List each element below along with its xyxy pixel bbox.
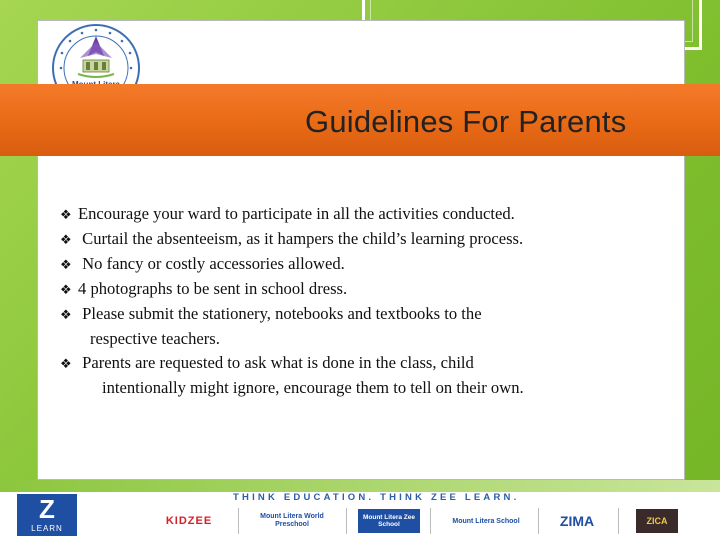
brand-label: ZICA bbox=[646, 516, 668, 526]
list-item bbox=[60, 277, 675, 302]
brand-logo-zima bbox=[546, 507, 608, 535]
brand-label: Mount Litera Zee School bbox=[362, 514, 415, 528]
diamond-bullet-icon: ❖ bbox=[60, 207, 72, 222]
footer-divider bbox=[618, 508, 619, 534]
footer-divider bbox=[346, 508, 347, 534]
guideline-text: Parents are requested to ask what is done in the class, child bbox=[82, 353, 474, 372]
brand-logo-kidzee bbox=[148, 507, 230, 535]
guideline-text: Encourage your ward to participate in all the activities conducted. bbox=[78, 204, 515, 223]
brand-logo-mount-litera-school bbox=[440, 507, 532, 535]
guideline-text: Please submit the stationery, notebooks and textbooks to the bbox=[82, 304, 482, 323]
list-item bbox=[60, 227, 675, 252]
list-item bbox=[60, 302, 675, 327]
guideline-continuation: intentionally might ignore, encourage them to tell on their own. bbox=[102, 378, 524, 397]
diamond-bullet-icon: ❖ bbox=[60, 356, 72, 371]
brand-logo-zica bbox=[636, 509, 678, 533]
diamond-bullet-icon: ❖ bbox=[60, 307, 72, 322]
zee-logo-word: LEARN bbox=[31, 524, 63, 533]
list-item-continuation bbox=[60, 327, 675, 351]
guideline-text: 4 photographs to be sent in school dress. bbox=[78, 279, 348, 298]
list-item bbox=[60, 202, 675, 227]
page-title: Guidelines For Parents bbox=[305, 104, 627, 139]
brand-logo-mount-litera-zee-school bbox=[358, 509, 420, 533]
guideline-text: No fancy or costly accessories allowed. bbox=[82, 254, 345, 273]
diamond-bullet-icon: ❖ bbox=[60, 282, 72, 297]
brand-label: ZIMA bbox=[559, 513, 595, 529]
footer-divider bbox=[430, 508, 431, 534]
diamond-bullet-icon: ❖ bbox=[60, 232, 72, 247]
guideline-text: Curtail the absenteeism, as it hampers the child’s learning process. bbox=[82, 229, 524, 248]
brand-label: Mount Litera School bbox=[452, 517, 520, 525]
guidelines-list bbox=[60, 202, 675, 400]
brand-label: Mount Litera World Preschool bbox=[260, 513, 324, 528]
guideline-continuation: respective teachers. bbox=[90, 329, 220, 348]
brand-label: KIDZEE bbox=[165, 515, 213, 527]
footer-divider bbox=[238, 508, 239, 534]
list-item bbox=[60, 351, 675, 376]
zee-logo-letter: Z bbox=[39, 494, 55, 524]
footer-stripe bbox=[0, 480, 720, 492]
footer-divider bbox=[538, 508, 539, 534]
diamond-bullet-icon: ❖ bbox=[60, 257, 72, 272]
footer-tagline: THINK EDUCATION. THINK ZEE LEARN. bbox=[233, 492, 520, 503]
list-item-continuation bbox=[60, 376, 675, 400]
brand-logo-mount-litera-preschool bbox=[246, 507, 338, 535]
list-item bbox=[60, 252, 675, 277]
